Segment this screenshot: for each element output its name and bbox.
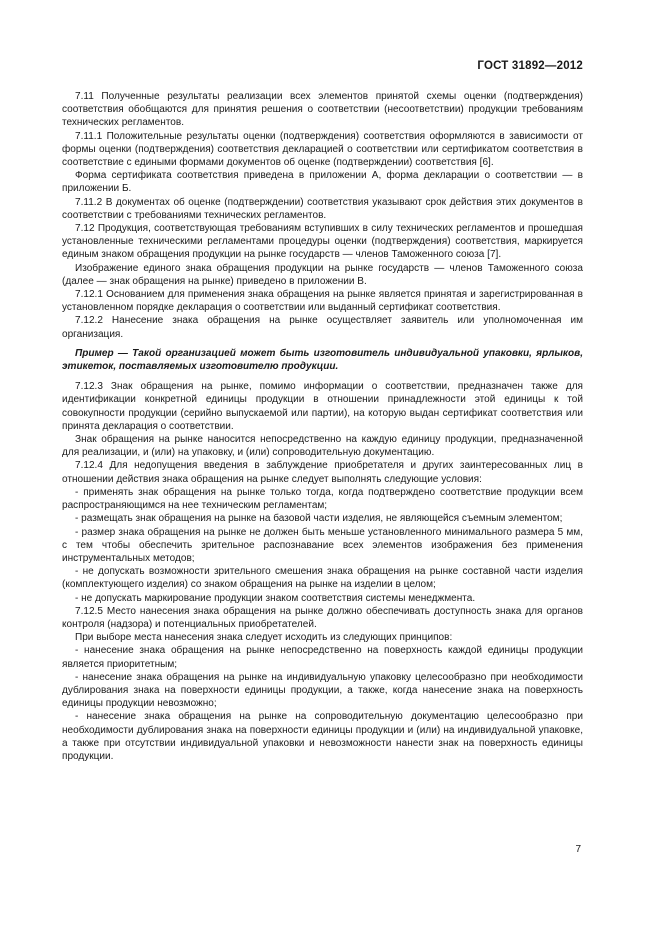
list-item: - нанесение знака обращения на рынке на индивидуальную упаковку целесообразно при необходимости дублирования знака на поверхности единицы продукции, а также, когда нанесение знака на поверхность единицы продукции невозможно; [62, 671, 583, 710]
paragraph: 7.12.3 Знак обращения на рынке, помимо информации о соответствии, предназначен также для идентификации конкретной единицы продукции в отношении принадлежности этой единицы к той совокупности продукции (серийно выпускаемой или партии), на которую выдан сертификат соответствия или принята декларация о соответствии. [62, 381, 583, 432]
paragraph: 7.12 Продукция, соответствующая требованиям вступивших в силу технических регламентов и прошедшая установленные техническими регламентами процедуры оценки (подтверждения) соответствия, маркируется единым знаком обращения продукции на рынке государств — членов Таможенного союза [7]. [62, 223, 583, 261]
list-item: - нанесение знака обращения на рынке на сопроводительную документацию целесообразно при необходимости дублирования знака на поверхности единицы продукции и (или) на индивидуальной упаковке, а также при отсутствии индивидуальной упаковки и невозможности нанести знак на поверхность единицы продукции. [62, 711, 583, 762]
paragraph: Изображение единого знака обращения продукции на рынке государств — членов Таможенного союза (далее — знак обращения на рынке) приведено в приложении В. [62, 262, 583, 287]
paragraph: 7.12.2 Нанесение знака обращения на рынке осуществляет заявитель или уполномоченная им организация. [62, 315, 583, 340]
example-note: Пример — Такой организацией может быть изготовитель индивидуальной упаковки, ярлыков, этикеток, поставляемых изготовителю продукции. [62, 347, 583, 373]
paragraph: 7.11 Полученные результаты реализации всех элементов принятой схемы оценки (подтверждения) соответствия обобщаются для принятия решения о соответствии (несоответствии) продукции требованиям технических регламентов. [62, 91, 583, 129]
paragraph: Форма сертификата соответствия приведена в приложении А, форма декларации о соответствии — в приложении Б. [62, 170, 583, 195]
list-item: - применять знак обращения на рынке только тогда, когда подтверждено соответствие продукции всем распространяющимся на нее техническим регламентам; [62, 486, 583, 512]
list-item: - не допускать возможности зрительного смешения знака обращения на рынке составной части изделия (комплектующего изделия) со знаком обращения на рынке на изделии в целом; [62, 566, 583, 591]
paragraph: 7.12.4 Для недопущения введения в заблуждение приобретателя и других заинтересованных лиц в отношении действия знака обращения на рынке следует выполнять следующие условия: [62, 460, 583, 485]
list-item: - не допускать маркирование продукции знаком соответствия системы менеджмента. [75, 592, 476, 604]
paragraph: 7.12.1 Основанием для применения знака обращения на рынке является принятая и зарегистрированная в установленном порядке декларация о соответствии или выданный сертификат соответствия. [62, 289, 583, 314]
list-item: - размещать знак обращения на рынке на базовой части изделия, не являющейся съемным элементом; [75, 513, 563, 525]
page-number: 7 [575, 844, 581, 855]
paragraph: 7.11.1 Положительные результаты оценки (подтверждения) соответствия оформляются в зависимости от формы оценки (подтверждения) соответствия декларацией о соответствии или сертификатом соответствия в соответствие с едиными формами документов об оценке (подтверждении) соответствия [6]. [62, 130, 583, 169]
paragraph: Знак обращения на рынке наносится непосредственно на каждую единицу продукции, предназначенной для реализации, и (или) на упаковку, и (или) сопроводительную документацию. [62, 434, 583, 459]
document-body [62, 90, 583, 763]
document-header: ГОСТ 31892—2012 [477, 60, 583, 72]
paragraph: 7.12.5 Место нанесения знака обращения на рынке должно обеспечивать доступность знака для органов контроля (надзора) и потенциальных приобретателей. [62, 605, 583, 630]
list-item: - размер знака обращения на рынке не должен быть меньше установленного минимального размера 5 мм, с тем чтобы обеспечить зрительное распознавание всех элементов изображения без применения инструментальных методов; [62, 526, 583, 564]
list-item: - нанесение знака обращения на рынке непосредственно на поверхность каждой единицы продукции является приоритетным; [62, 645, 583, 670]
paragraph: При выборе места нанесения знака следует исходить из следующих принципов: [75, 632, 453, 644]
paragraph: 7.11.2 В документах об оценке (подтверждении) соответствия указывают срок действия этих документов в соответствии с требованиями технических регламентов. [62, 196, 583, 221]
